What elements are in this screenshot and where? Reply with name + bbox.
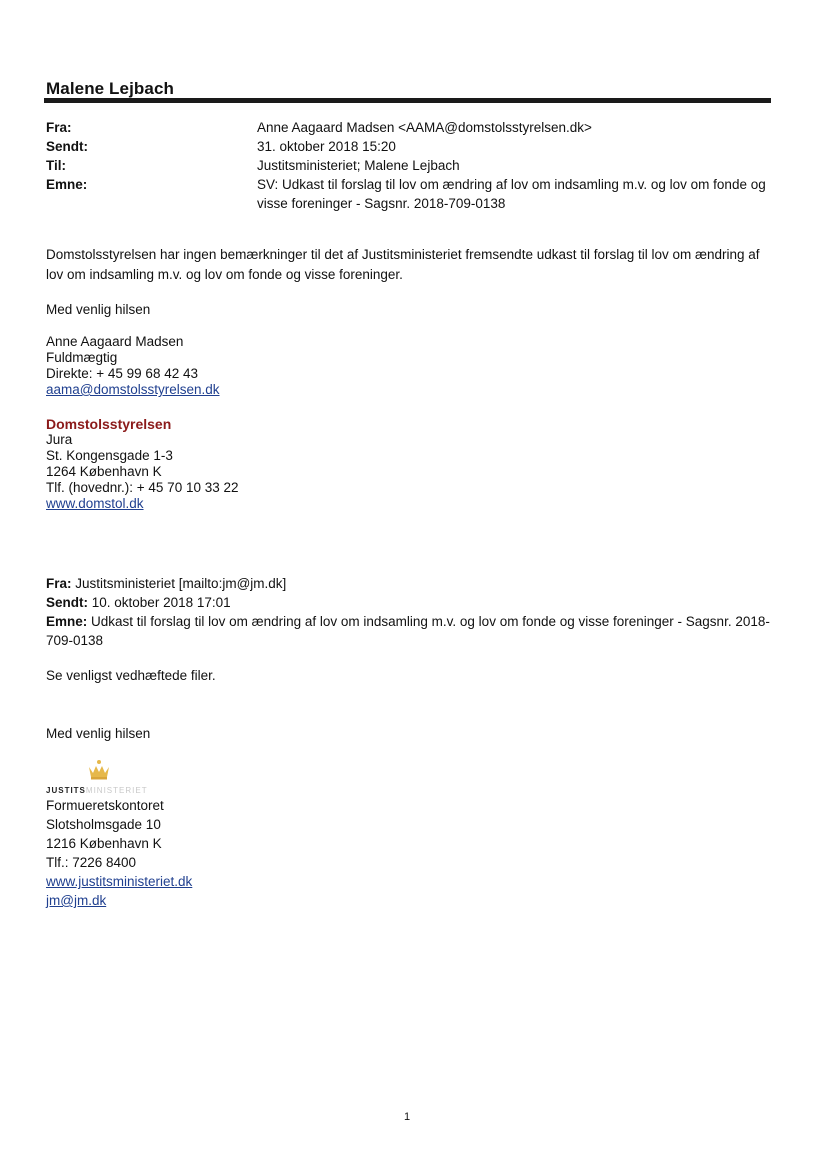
header-subject-row [46,175,786,213]
ministry-street: Slotsholmsgade 10 [46,817,161,832]
organization-dept: Jura [46,432,73,447]
organization-street: St. Kongensgade 1-3 [46,448,173,463]
organization-city: 1264 København K [46,464,162,479]
header-sent-value: 31. oktober 2018 15:20 [257,139,396,154]
forwarded-greeting: Med venlig hilsen [46,726,151,741]
header-from-label: Fra: [46,120,72,135]
signature-block [46,334,220,398]
crown-icon [86,758,112,780]
forwarded-from-row [46,574,776,593]
forwarded-subject-label: Emne: [46,614,88,629]
ministry-office: Formueretskontoret [46,798,164,813]
organization-phone: Tlf. (hovednr.): + 45 70 10 33 22 [46,480,239,495]
title-rule [44,98,771,103]
header-subject-value: SV: Udkast til forslag til lov om ændring af lov om indsamling m.v. og lov om fonde og visse foreninger - Sagsnr. 2018-709-0138 [257,177,766,211]
forwarded-from-label: Fra: [46,576,72,591]
signature-name: Anne Aagaard Madsen [46,334,184,349]
forwarded-body: Se venligst vedhæftede filer. [46,668,216,683]
ministry-phone: Tlf.: 7226 8400 [46,855,137,870]
ministry-web-link[interactable]: www.justitsministeriet.dk [46,874,193,889]
forwarded-from-value: Justitsministeriet [mailto:jm@jm.dk] [75,576,287,591]
ministry-city: 1216 København K [46,836,162,851]
forwarded-subject-row [46,612,776,650]
signature-greeting: Med venlig hilsen [46,302,151,317]
body-paragraph: Domstolsstyrelsen har ingen bemærkninger til det af Justitsministeriet fremsendte udkast til forslag til lov om ændring af lov om indsamling m.v. og lov om fonde og visse foreninger. [46,247,760,282]
header-subject-label: Emne: [46,177,88,192]
forwarded-header [46,574,776,650]
document-title: Malene Lejbach [46,79,174,98]
signature-email-link[interactable]: aama@domstolsstyrelsen.dk [46,382,220,397]
header-to-value: Justitsministeriet; Malene Lejbach [257,158,460,173]
organization-web-link[interactable]: www.domstol.dk [46,496,144,511]
signature-role: Fuldmægtig [46,350,118,365]
header-sent-label: Sendt: [46,139,88,154]
forwarded-subject-value: Udkast til forslag til lov om ændring af lov om indsamling m.v. og lov om fonde og visse foreninger - Sagsnr. 2018-709-0138 [46,614,770,648]
page-number: 1 [404,1111,411,1123]
ministry-logo-light: MINISTERIET [85,786,148,795]
forwarded-sent-row [46,593,776,612]
organization-block [46,416,239,512]
ministry-email-link[interactable]: jm@jm.dk [46,893,107,908]
header-to-label: Til: [46,158,66,173]
header-to-row [46,156,786,175]
email-header [46,118,786,213]
forwarded-sent-value: 10. oktober 2018 17:01 [91,595,231,610]
ministry-address-block [46,796,192,910]
ministry-logo-text [46,786,148,795]
header-sent-row [46,137,786,156]
header-from-row [46,118,786,137]
forwarded-sent-label: Sendt: [46,595,88,610]
organization-name: Domstolsstyrelsen [46,416,172,432]
signature-direct-phone: Direkte: + 45 99 68 42 43 [46,366,198,381]
header-from-value: Anne Aagaard Madsen <AAMA@domstolsstyrelsen.dk> [257,120,592,135]
ministry-logo-bold: JUSTITS [46,786,86,795]
